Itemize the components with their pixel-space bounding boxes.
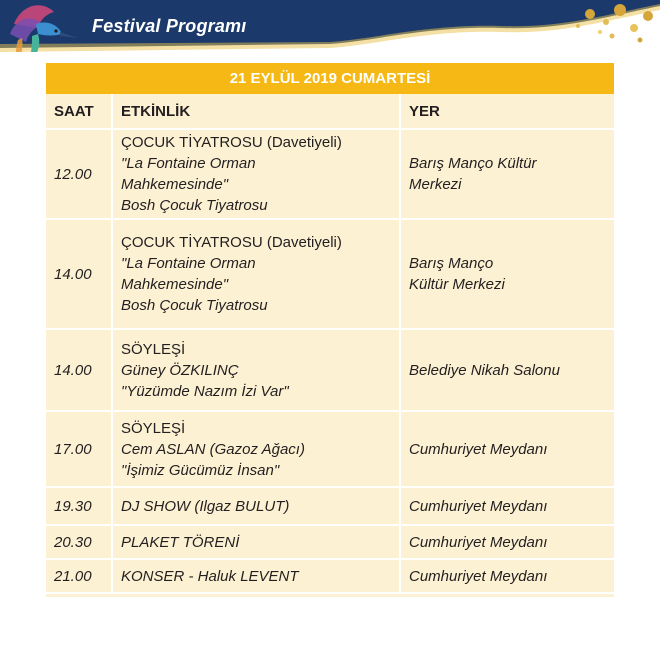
event-line: DJ SHOW (Ilgaz BULUT) — [121, 497, 290, 515]
column-header-place: YER — [400, 94, 614, 129]
place-line: Cumhuriyet Meydanı — [409, 567, 548, 585]
time-cell: 14.00 — [46, 219, 112, 329]
table-row — [46, 411, 614, 487]
date-bar: 21 EYLÜL 2019 CUMARTESİ — [46, 63, 614, 94]
column-header-time: SAAT — [46, 94, 112, 129]
time-cell: 12.00 — [46, 129, 112, 219]
event-line: Güney ÖZKILINÇ — [121, 361, 239, 379]
time-cell: 21.00 — [46, 559, 112, 593]
place-line: Barış Manço — [409, 255, 494, 272]
place-cell — [400, 219, 614, 329]
hummingbird-icon — [2, 0, 82, 52]
place-line: Barış Manço Kültür — [409, 155, 537, 172]
place-line: Cumhuriyet Meydanı — [409, 497, 548, 515]
program-card — [46, 63, 614, 597]
table-row — [46, 487, 614, 525]
place-cell — [400, 559, 614, 593]
event-cell — [112, 219, 400, 329]
event-line: PLAKET TÖRENİ — [121, 533, 240, 551]
time-cell: 19.30 — [46, 487, 112, 525]
event-line: SÖYLEŞİ — [121, 340, 186, 358]
place-cell — [400, 525, 614, 559]
place-line: Cumhuriyet Meydanı — [409, 533, 548, 551]
event-line: SÖYLEŞİ — [121, 419, 186, 437]
event-line: ÇOCUK TİYATROSU (Davetiyeli) — [121, 234, 342, 251]
event-line: "Yüzümde Nazım İzi Var" — [121, 382, 289, 400]
event-line: Bosh Çocuk Tiyatrosu — [121, 297, 268, 314]
time-cell: 20.30 — [46, 525, 112, 559]
event-cell — [112, 525, 400, 559]
place-line: Kültür Merkezi — [409, 276, 505, 293]
event-line: ÇOCUK TİYATROSU (Davetiyeli) — [121, 134, 342, 151]
event-line: "İşimiz Gücümüz İnsan" — [121, 461, 280, 479]
event-line: Cem ASLAN (Gazoz Ağacı) — [121, 440, 305, 458]
table-header-row — [46, 94, 614, 129]
header-banner — [0, 0, 660, 52]
place-cell — [400, 411, 614, 487]
page-title: Festival Programı — [92, 16, 247, 36]
place-line: Cumhuriyet Meydanı — [409, 440, 548, 458]
event-cell — [112, 411, 400, 487]
event-cell — [112, 329, 400, 411]
event-cell — [112, 129, 400, 219]
table-row — [46, 559, 614, 593]
program-table — [46, 94, 614, 594]
place-cell — [400, 129, 614, 219]
event-line: "La Fontaine Orman — [121, 255, 256, 272]
event-line: KONSER - Haluk LEVENT — [121, 567, 299, 585]
time-cell: 14.00 — [46, 329, 112, 411]
table-row — [46, 329, 614, 411]
event-line: Bosh Çocuk Tiyatrosu — [121, 197, 268, 214]
event-cell — [112, 487, 400, 525]
table-row — [46, 525, 614, 559]
time-cell: 17.00 — [46, 411, 112, 487]
event-line: "La Fontaine Orman — [121, 155, 256, 172]
event-line: Mahkemesinde" — [121, 276, 229, 293]
place-cell — [400, 487, 614, 525]
place-cell — [400, 329, 614, 411]
event-line: Mahkemesinde" — [121, 176, 229, 193]
table-row — [46, 219, 614, 329]
event-cell — [112, 559, 400, 593]
table-row — [46, 129, 614, 219]
place-line: Merkezi — [409, 176, 462, 193]
place-line: Belediye Nikah Salonu — [409, 361, 560, 379]
column-header-event: ETKİNLİK — [112, 94, 400, 129]
